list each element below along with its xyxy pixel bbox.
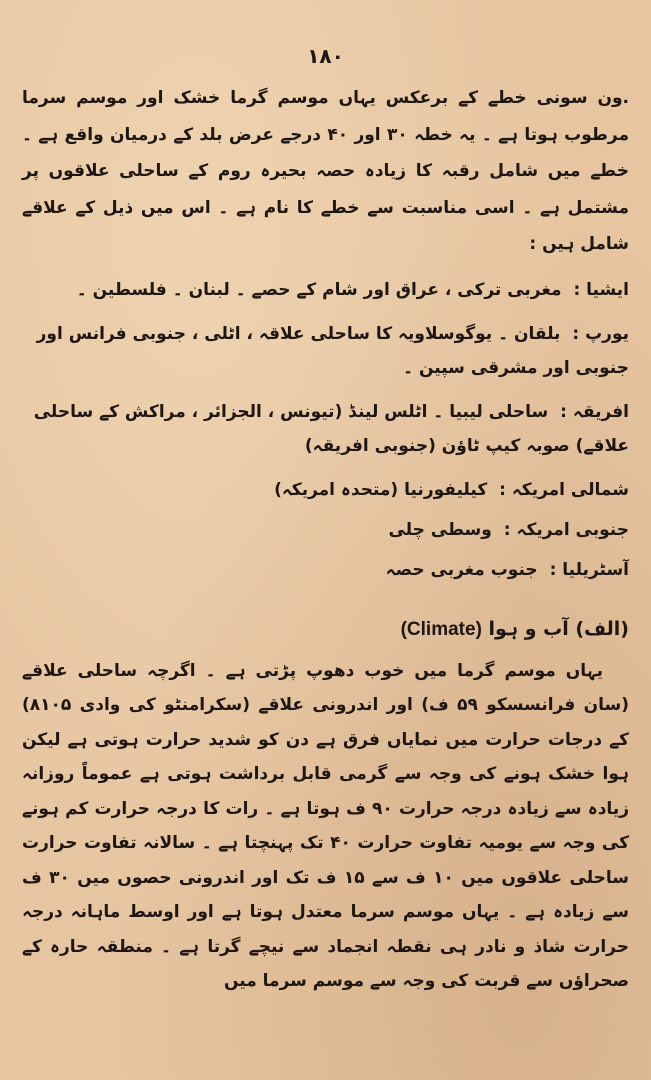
region-label: افریقہ : <box>560 401 629 422</box>
region-text: مغربی ترکی ، عراق اور شام کے حصے ۔ لبنان ۔ فلسطین ۔ <box>76 279 562 300</box>
heading-english: (Climate) <box>400 618 482 640</box>
region-africa <box>22 395 629 463</box>
page-number: ۱۸۰ <box>307 44 344 68</box>
region-text: وسطی چلی <box>388 519 492 540</box>
region-text: بلقان ۔ یوگوسلاویہ کا ساحلی علاقہ ، اٹلی ، جنوبی فرانس اور جنوبی اور مشرقی سپین ۔ <box>36 323 629 378</box>
intro-paragraph: .ون سونی خطے کے برعکس یہاں موسم گرما خشک اور موسم سرما مرطوب ہوتا ہے ۔ یہ خطہ ۳۰ اور ۴۰ درجے عرض بلد کے درمیان واقع ہے ۔ خطے میں شامل رقبہ کا زیادہ حصہ بحیرہ روم کے ساحلی علاقوں پر مشتمل ہے ۔ اسی مناسبت سے خطے کا نام ہے ۔ اس میں ذیل کے علاقے شامل ہیں : <box>22 88 629 254</box>
region-text: جنوب مغربی حصہ <box>385 559 538 580</box>
region-label: یورپ : <box>572 323 629 344</box>
region-label: شمالی امریکہ : <box>499 479 629 500</box>
region-south-america <box>22 513 629 547</box>
region-text: کیلیفورنیا (متحدہ امریکہ) <box>274 479 488 500</box>
region-australia <box>22 553 629 587</box>
region-north-america <box>22 473 629 507</box>
region-label: جنوبی امریکہ : <box>503 519 629 540</box>
region-europe <box>22 317 629 385</box>
heading-urdu: (الف) آب و ہوا <box>488 617 629 640</box>
region-text: ساحلی لیبیا ۔ اٹلس لینڈ (تیونس ، الجزائر ، مراکش کے ساحلی علاقے) صوبہ کیپ ٹاؤن (جنوبی افریقہ) <box>33 401 629 456</box>
region-label: آسٹریلیا : <box>549 559 629 580</box>
region-label: ایشیا : <box>573 279 629 300</box>
climate-paragraph: یہاں موسم گرما میں خوب دھوپ پڑتی ہے ۔ اگرچہ ساحلی علاقے (سان فرانسسکو ۵۹ ف) اور اندرونی علاقے (سکرامنٹو کی وادی ۸۱۰۵) کے درجات حرارت میں نمایاں فرق ہے دن کو شدید حرارت ہوتی ہے لیکن ہوا خشک ہونے کی وجہ سے گرمی قابل برداشت ہوتی ہے عموماً روزانہ زیادہ سے زیادہ درجہ حرارت ۹۰ ف ہوتا ہے ۔ رات کا درجہ حرارت کم ہونے کی وجہ سے یومیہ تفاوت حرارت ۴۰ تک پہنچتا ہے ۔ سالانہ تفاوت حرارت ساحلی علاقوں میں ۱۰ ف سے ۱۵ ف تک اور اندرونی حصوں میں ۳۰ ف سے زیادہ ہے ۔ یہاں موسم سرما معتدل ہوتا ہے اور اوسط ماہانہ درجہ حرارت شاذ و نادر ہی نقطہ انجماد سے نیچے گرتا ہے ۔ منطقہ حارہ کے صحراؤں سے قربت کی وجہ سے موسم سرما میں <box>22 660 630 991</box>
region-asia <box>22 273 629 307</box>
section-heading-climate <box>22 609 629 650</box>
